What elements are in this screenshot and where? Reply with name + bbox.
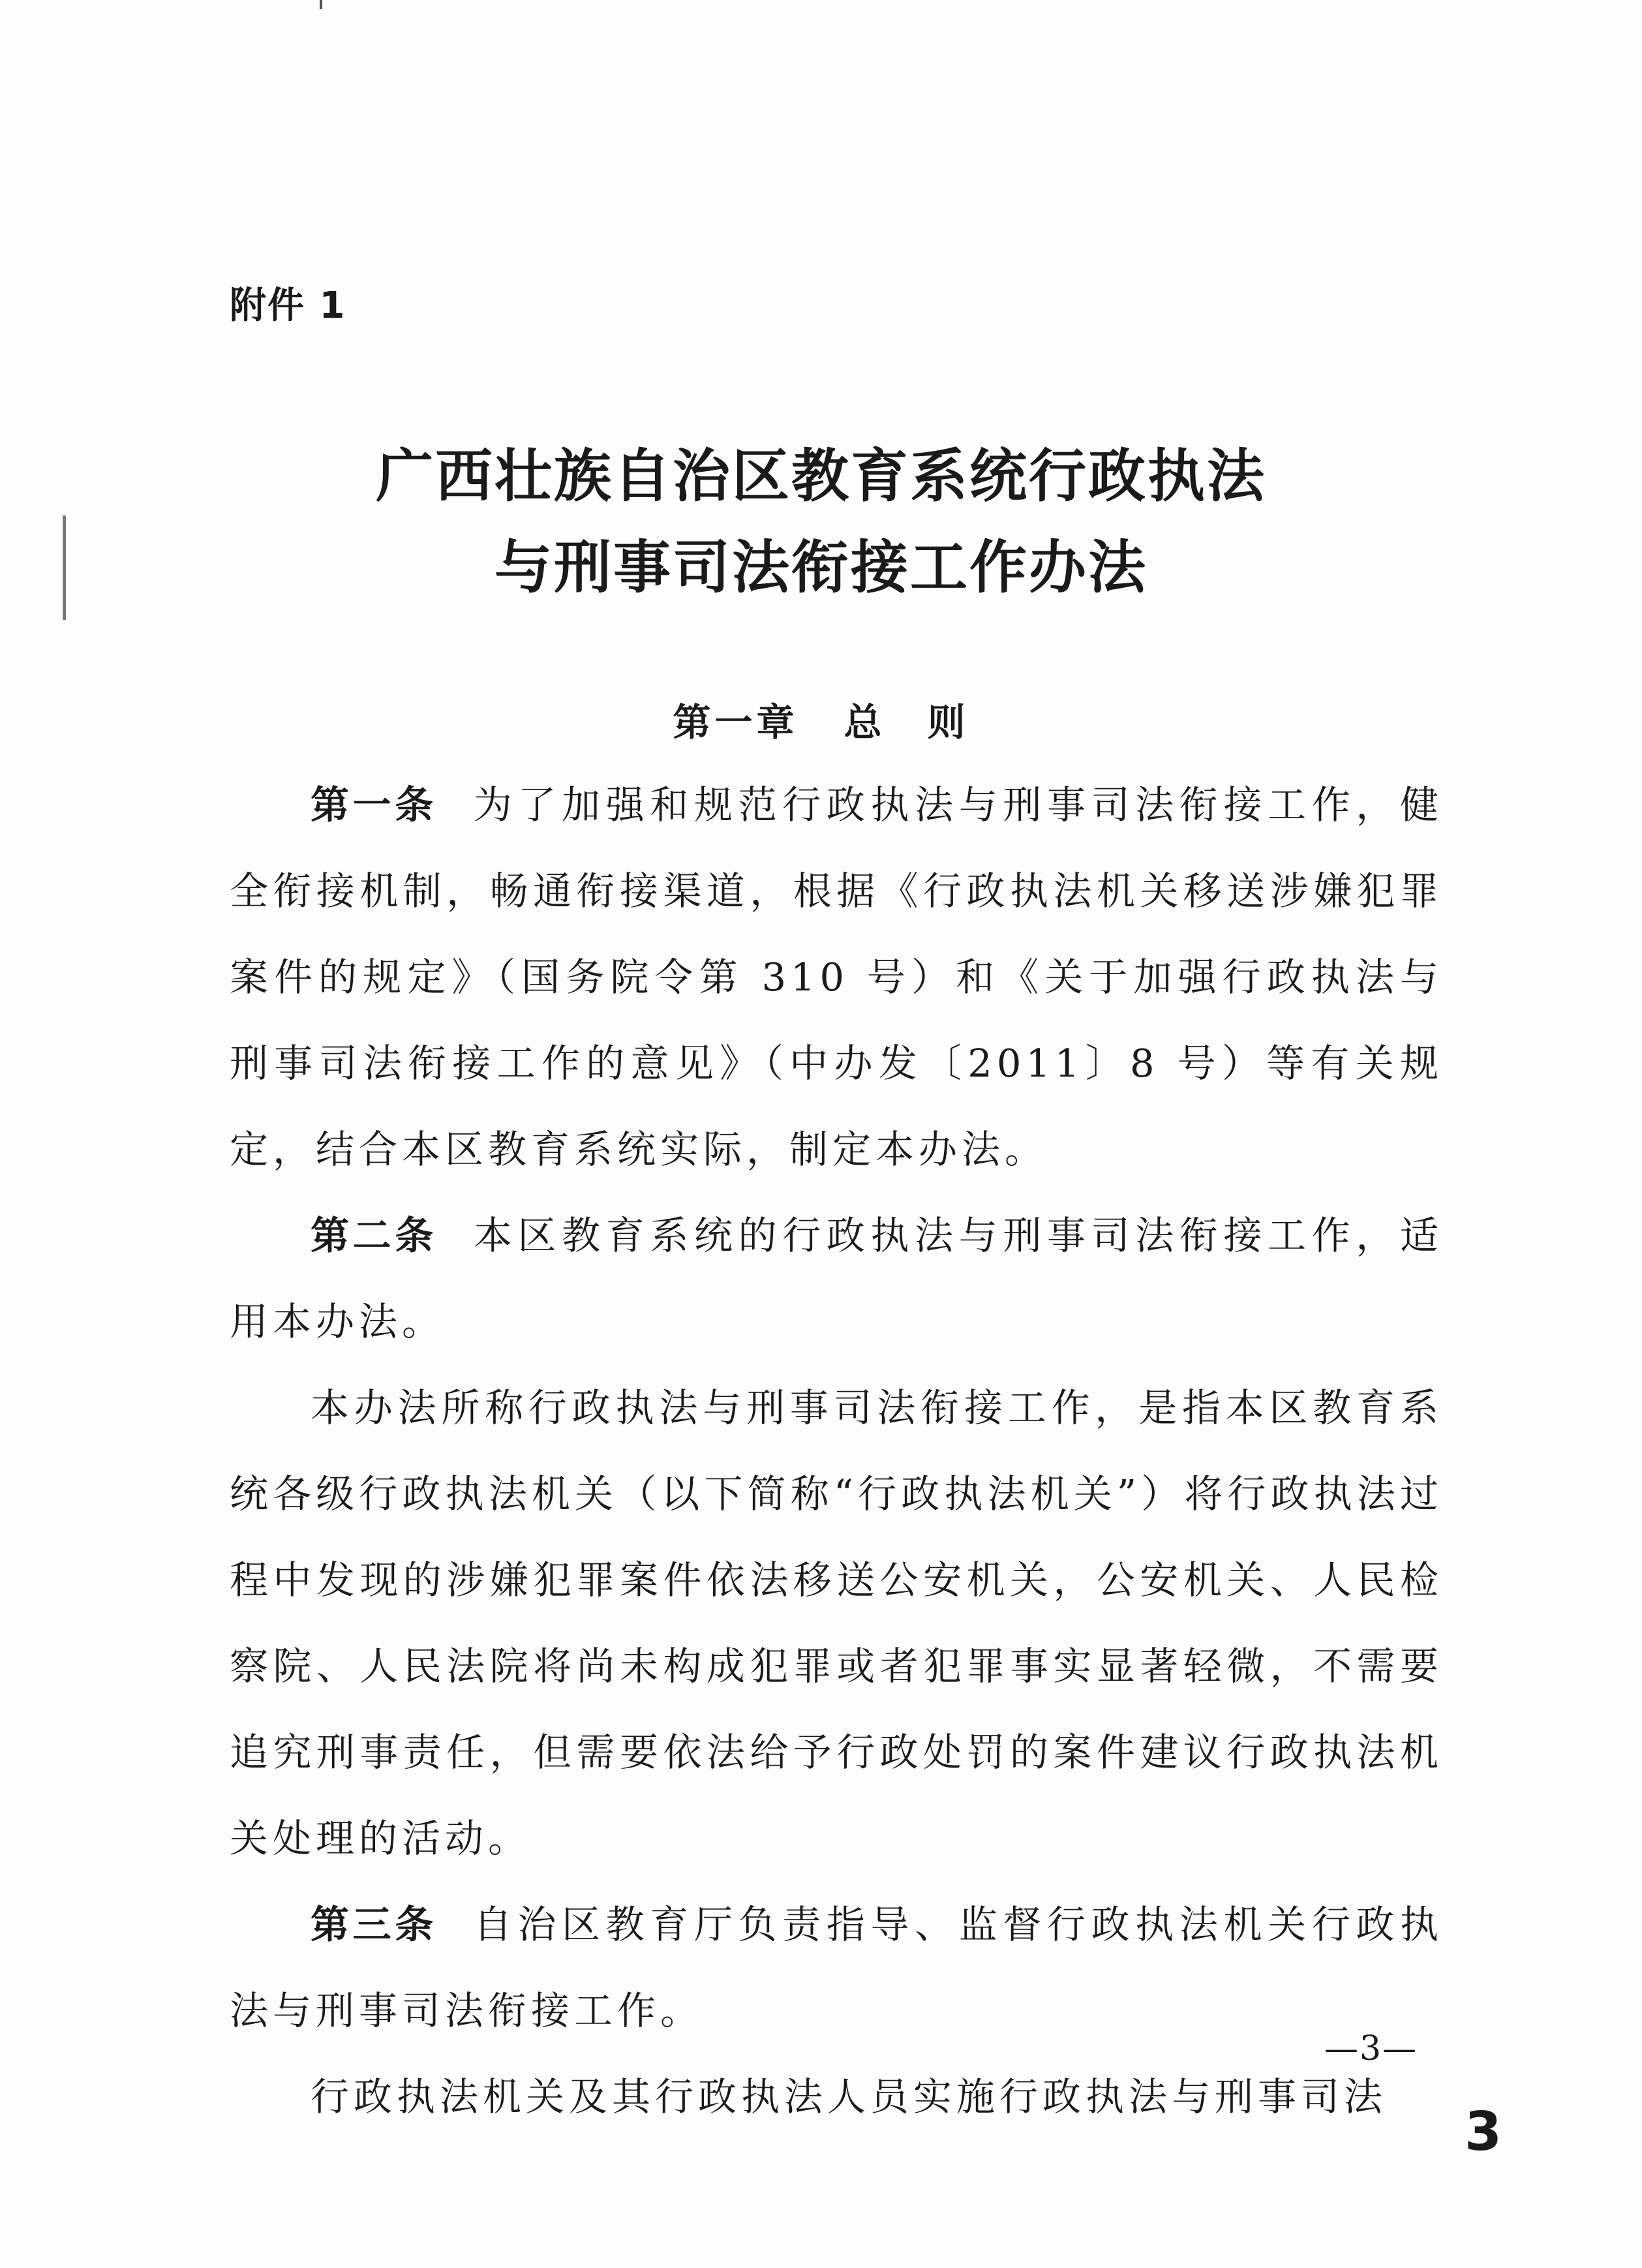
chapter-name: 总 则 bbox=[844, 700, 969, 744]
page-number: —3— bbox=[1324, 2029, 1418, 2068]
article-text: 本区教育系统的行政执法与刑事司法衔接工作，适用本办法。 bbox=[230, 1213, 1443, 1344]
body-paragraph bbox=[230, 2054, 1443, 2140]
chapter-number: 第一章 bbox=[673, 700, 798, 744]
attachment-label: 附件 1 bbox=[230, 284, 346, 327]
chapter-heading bbox=[0, 692, 1642, 746]
article-number: 第一条 bbox=[311, 782, 437, 827]
stamp-page-number: 3 bbox=[1465, 2101, 1502, 2163]
scan-mark-top bbox=[320, 0, 322, 9]
article-paragraph bbox=[230, 1882, 1443, 2054]
article-text: 为了加强和规范行政执法与刑事司法衔接工作，健全衔接机制，畅通衔接渠道，根据《行政执法机关移送涉嫌犯罪案件的规定》（国务院令第 310 号）和《关于加强行政执法与刑事司法衔接工作的意见》（中办发〔2011〕8 号）等有关规定，结合本区教育系统实际，制定本办法。 bbox=[230, 782, 1443, 1172]
paragraph-text: 本办法所称行政执法与刑事司法衔接工作，是指本区教育系统各级行政执法机关（以下简称“行政执法机关”）将行政执法过程中发现的涉嫌犯罪案件依法移送公安机关，公安机关、人民检察院、人民法院将尚未构成犯罪或者犯罪事实显著轻微，不需要追究刑事责任，但需要依法给予行政处罚的案件建议行政执法机关处理的活动。 bbox=[230, 1385, 1443, 1861]
article-text: 自治区教育厅负责指导、监督行政执法机关行政执法与刑事司法衔接工作。 bbox=[230, 1902, 1443, 2033]
body-paragraph bbox=[230, 1365, 1443, 1882]
article-number: 第三条 bbox=[311, 1902, 437, 1947]
article-number: 第二条 bbox=[311, 1213, 437, 1258]
document-body bbox=[230, 762, 1443, 2140]
article-paragraph bbox=[230, 1193, 1443, 1365]
paragraph-text: 行政执法机关及其行政执法人员实施行政执法与刑事司法 bbox=[311, 2074, 1388, 2119]
document-title-line-2: 与刑事司法衔接工作办法 bbox=[494, 533, 1148, 601]
article-paragraph bbox=[230, 762, 1443, 1193]
document-title-line-1: 广西壮族自治区教育系统行政执法 bbox=[375, 442, 1266, 510]
